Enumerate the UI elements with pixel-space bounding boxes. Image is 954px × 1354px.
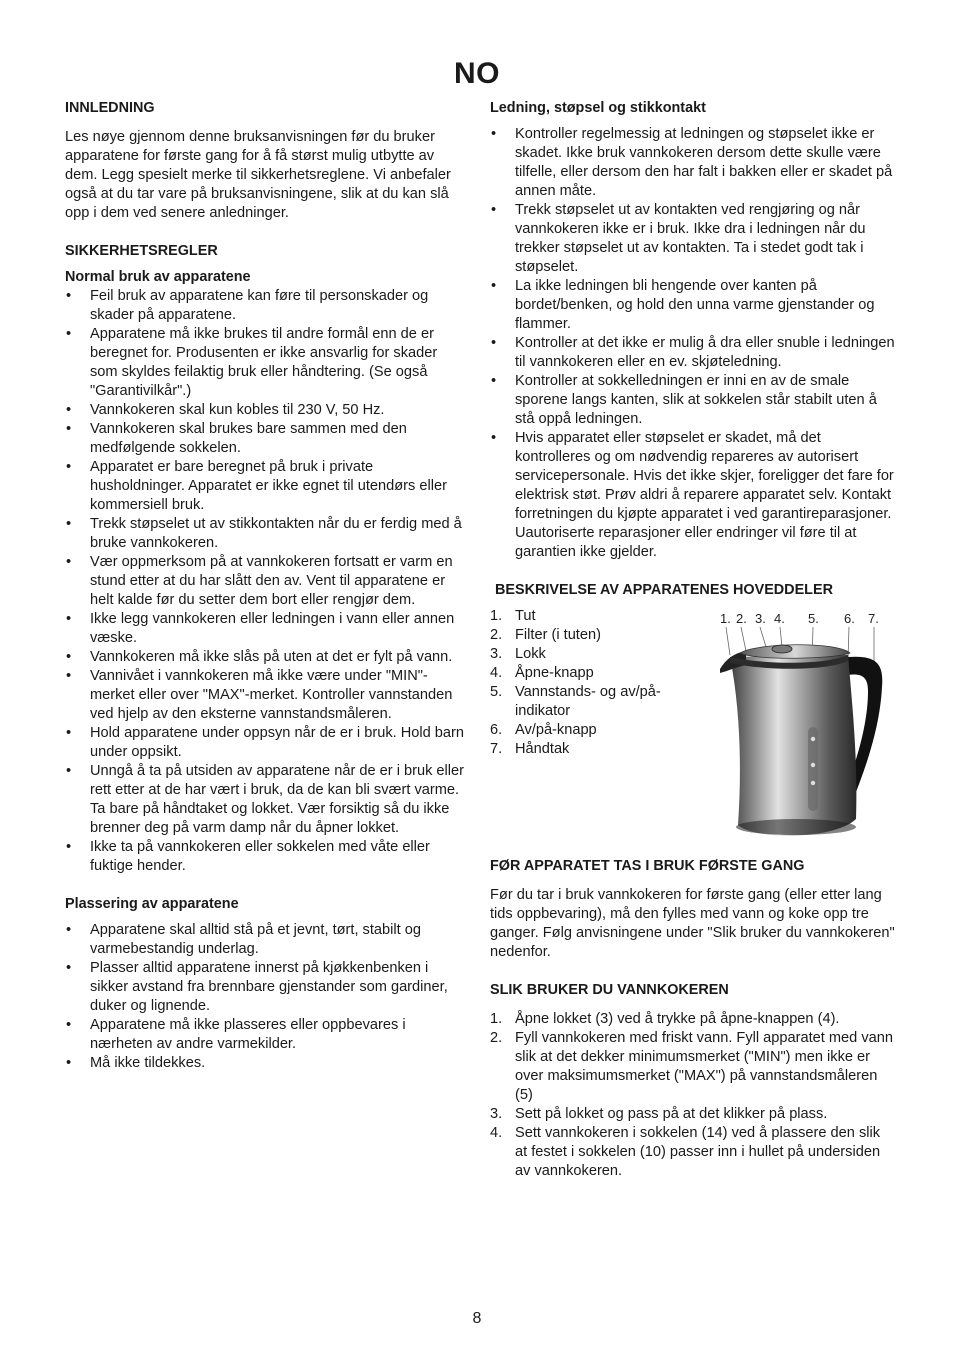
list-item [65, 921, 467, 959]
list-item [65, 838, 467, 876]
item-text: Filter (i tuten) [515, 627, 601, 643]
item-text: Vannkokeren skal kun kobles til 230 V, 50 Hz. [90, 402, 385, 418]
list-item [490, 125, 895, 201]
item-number: 7. [490, 741, 503, 757]
item-number: 2. [490, 1030, 503, 1046]
item-text: Vannkokeren skal brukes bare sammen med den medfølgende sokkelen. [90, 421, 407, 456]
item-text: Vannkokeren må ikke slås på uten at det er fylt på vann. [90, 649, 453, 665]
item-text: Vannivået i vannkokeren må ikke være under "MIN"-merket eller over "MAX"-merket. Kontroller vannstanden ved hjelp av den eksterne vannstandsmåleren. [90, 668, 453, 722]
item-text: Apparatene må ikke plasseres eller oppbevares i nærheten av andre varmekilder. [90, 1017, 406, 1052]
callout-label: 5. [808, 611, 819, 626]
item-text: Apparatet er bare beregnet på bruk i private husholdninger. Apparatet er ikke egnet til utendørs eller kommersiell bruk. [90, 459, 447, 513]
intro-heading: INNLEDNING [65, 100, 155, 116]
callout-labels [720, 611, 879, 626]
item-text: Kontroller at sokkelledningen er inni en av de smale sporene langs kanten, slik at sokkelen står stabilt uten å stå oppå ledningen. [515, 373, 877, 427]
item-number: 3. [490, 646, 503, 662]
list-item [490, 1105, 895, 1124]
bullet-marker: • [66, 516, 72, 532]
bullet-marker: • [66, 649, 72, 665]
list-item [490, 429, 895, 562]
item-text: Trekk støpselet ut av stikkontakten når du er ferdig med å bruke vannkokeren. [90, 516, 462, 551]
item-text: Vannstands- og av/på-indikator [515, 684, 661, 719]
list-item [65, 724, 467, 762]
list-item [65, 959, 467, 1016]
cord-list [490, 125, 895, 562]
item-text: Kontroller regelmessig at ledningen og støpselet ikke er skadet. Ikke bruk vannkokeren dersom dette skulle være tilfelle, eller dersom den har falt i bakken eller er skadet på annen måte. [515, 126, 893, 199]
item-number: 1. [490, 608, 503, 624]
list-item [65, 325, 467, 401]
list-item [490, 1124, 895, 1181]
parts-section [490, 607, 895, 847]
bullet-marker: • [66, 839, 72, 855]
list-item [490, 740, 690, 759]
safety-heading: SIKKERHETSREGLER [65, 243, 218, 259]
list-item [65, 553, 467, 610]
item-number: 2. [490, 627, 503, 643]
before-use-heading: FØR APPARATET TAS I BRUK FØRSTE GANG [490, 858, 805, 874]
list-item [490, 626, 690, 645]
bullet-marker: • [491, 202, 497, 218]
list-item [65, 1016, 467, 1054]
bullet-marker: • [66, 554, 72, 570]
bullet-marker: • [491, 126, 497, 142]
item-text: Lokk [515, 646, 546, 662]
list-item [490, 334, 895, 372]
list-item [65, 610, 467, 648]
bullet-marker: • [491, 335, 497, 351]
item-text: Vær oppmerksom på at vannkokeren fortsatt er varm en stund etter at du har slått den av. Vent til apparatene er helt kalde før du setter dem bort eller rengjør dem. [90, 554, 453, 608]
before-use-text: Før du tar i bruk vannkokeren for første gang (eller etter lang tids oppbevaring), må den fylles med vann og koke opp tre ganger. Følg anvisningene under "Slik bruker du vannkokeren" nedenfor. [490, 887, 895, 960]
bullet-marker: • [66, 922, 72, 938]
list-item [65, 1054, 467, 1073]
list-item [65, 401, 467, 420]
list-item [490, 277, 895, 334]
item-text: Tut [515, 608, 536, 624]
bullet-marker: • [66, 668, 72, 684]
item-text: La ikke ledningen bli hengende over kanten på bordet/benken, og hold den unna varme gjenstander og flammer. [515, 278, 875, 332]
list-item [490, 683, 690, 721]
list-item [490, 1010, 895, 1029]
item-number: 4. [490, 665, 503, 681]
bullet-marker: • [66, 459, 72, 475]
item-number: 4. [490, 1125, 503, 1141]
callout-label: 7. [868, 611, 879, 626]
language-header: NO [454, 57, 500, 90]
item-text: Kontroller at det ikke er mulig å dra eller snuble i ledningen til vannkokeren eller en ev. skjøteledning. [515, 335, 895, 370]
bullet-marker: • [66, 611, 72, 627]
item-text: Sett på lokket og pass på at det klikker på plass. [515, 1106, 828, 1122]
list-item [490, 645, 690, 664]
item-text: Plasser alltid apparatene innerst på kjøkkenbenken i sikker avstand fra brennbare gjenstander som gardiner, duker og lignende. [90, 960, 448, 1014]
bullet-marker: • [491, 373, 497, 389]
left-column [65, 99, 467, 1073]
page-number: 8 [472, 1310, 482, 1327]
normal-use-list [65, 287, 467, 876]
list-item [490, 664, 690, 683]
list-item [65, 420, 467, 458]
list-item [65, 667, 467, 724]
list-item [490, 721, 690, 740]
bullet-marker: • [66, 725, 72, 741]
callout-label: 3. [755, 611, 766, 626]
normal-use-heading: Normal bruk av apparatene [65, 269, 251, 285]
intro-text: Les nøye gjennom denne bruksanvisningen før du bruker apparatene for første gang for å få størst mulig utbytte av dem. Legg spesielt merke til sikkerhetsreglene. Vi anbefaler også at du tar vare på bruksanvisningene, slik at du kan slå opp i dem ved senere anledninger. [65, 129, 451, 221]
item-number: 5. [490, 684, 503, 700]
item-text: Feil bruk av apparatene kan føre til personskader og skader på apparatene. [90, 288, 429, 323]
bullet-marker: • [66, 763, 72, 779]
list-item [490, 201, 895, 277]
callout-label: 1. [720, 611, 731, 626]
item-text: Må ikke tildekkes. [90, 1055, 206, 1071]
item-text: Apparatene må ikke brukes til andre formål enn de er beregnet for. Produsenten er ikke ansvarlig for skader som skyldes feilaktig bruk eller håndtering. (Se også "Garantivilkår".) [90, 326, 438, 399]
item-number: 3. [490, 1106, 503, 1122]
item-text: Ikke ta på vannkokeren eller sokkelen med våte eller fuktige hender. [90, 839, 430, 874]
callout-label: 6. [844, 611, 855, 626]
placement-heading: Plassering av apparatene [65, 896, 239, 912]
item-text: Fyll vannkokeren med friskt vann. Fyll apparatet med vann slik at det dekker minimumsmerket ("MIN") men ikke er over maksimumsmerket ("MAX") på vannstandsmåleren (5) [515, 1030, 893, 1103]
callout-label: 2. [736, 611, 747, 626]
item-text: Trekk støpselet ut av kontakten ved rengjøring og når vannkokeren ikke er i bruk. Ikke dra i ledningen når du trekker støpselet ut av kontakten. Ta i stedet godt tak i støpselet. [515, 202, 866, 275]
list-item [65, 287, 467, 325]
bullet-marker: • [66, 960, 72, 976]
item-text: Sett vannkokeren i sokkelen (14) ved å plassere den slik at festet i sokkelen (10) passer inn i hullet på undersiden av vannkokeren. [515, 1125, 881, 1179]
bullet-marker: • [66, 1055, 72, 1071]
cord-heading: Ledning, støpsel og stikkontakt [490, 100, 706, 116]
kettle-illustration [716, 607, 896, 847]
item-text: Åpne-knapp [515, 665, 594, 681]
bullet-marker: • [491, 278, 497, 294]
parts-list [490, 607, 690, 759]
placement-list [65, 921, 467, 1073]
item-number: 6. [490, 722, 503, 738]
item-text: Hold apparatene under oppsyn når de er i bruk. Hold barn under oppsikt. [90, 725, 465, 760]
list-item [65, 515, 467, 553]
bullet-marker: • [491, 430, 497, 446]
callout-label: 4. [774, 611, 785, 626]
list-item [490, 1029, 895, 1105]
item-text: Av/på-knapp [515, 722, 597, 738]
item-text: Hvis apparatet eller støpselet er skadet, må det kontrolleres og om nødvendig repareres av autorisert servicepersonale. Hvis det ikke skjer, foreligger det fare for elektrisk støt. Prøv aldri å reparere apparatet selv. Kontakt forretningen du kjøpte apparatet i ved garantireparasjoner. Uautoriserte reparasjoner eller endringer vil føre til at garantien ikke gjelder. [515, 430, 894, 560]
bullet-marker: • [66, 402, 72, 418]
list-item [490, 372, 895, 429]
parts-heading: BESKRIVELSE AV APPARATENES HOVEDDELER [495, 582, 833, 598]
item-text: Unngå å ta på utsiden av apparatene når de er i bruk eller rett etter at de har vært i bruk, da de kan bli svært varme. Ta bare på håndtaket og lokket. Vær forsiktig så du ikke brenner deg på varm damp når du åpner lokket. [90, 763, 465, 836]
list-item [490, 607, 690, 626]
item-text: Håndtak [515, 741, 570, 757]
right-column [490, 99, 895, 1181]
bullet-marker: • [66, 1017, 72, 1033]
bullet-marker: • [66, 326, 72, 342]
item-text: Apparatene skal alltid stå på et jevnt, tørt, stabilt og varmebestandig underlag. [90, 922, 421, 957]
item-text: Åpne lokket (3) ved å trykke på åpne-knappen (4). [515, 1011, 840, 1027]
how-to-use-heading: SLIK BRUKER DU VANNKOKEREN [490, 982, 729, 998]
list-item [65, 648, 467, 667]
bullet-marker: • [66, 421, 72, 437]
item-text: Ikke legg vannkokeren eller ledningen i vann eller annen væske. [90, 611, 455, 646]
how-to-use-steps [490, 1010, 895, 1181]
item-number: 1. [490, 1011, 503, 1027]
bullet-marker: • [66, 288, 72, 304]
list-item [65, 762, 467, 838]
list-item [65, 458, 467, 515]
